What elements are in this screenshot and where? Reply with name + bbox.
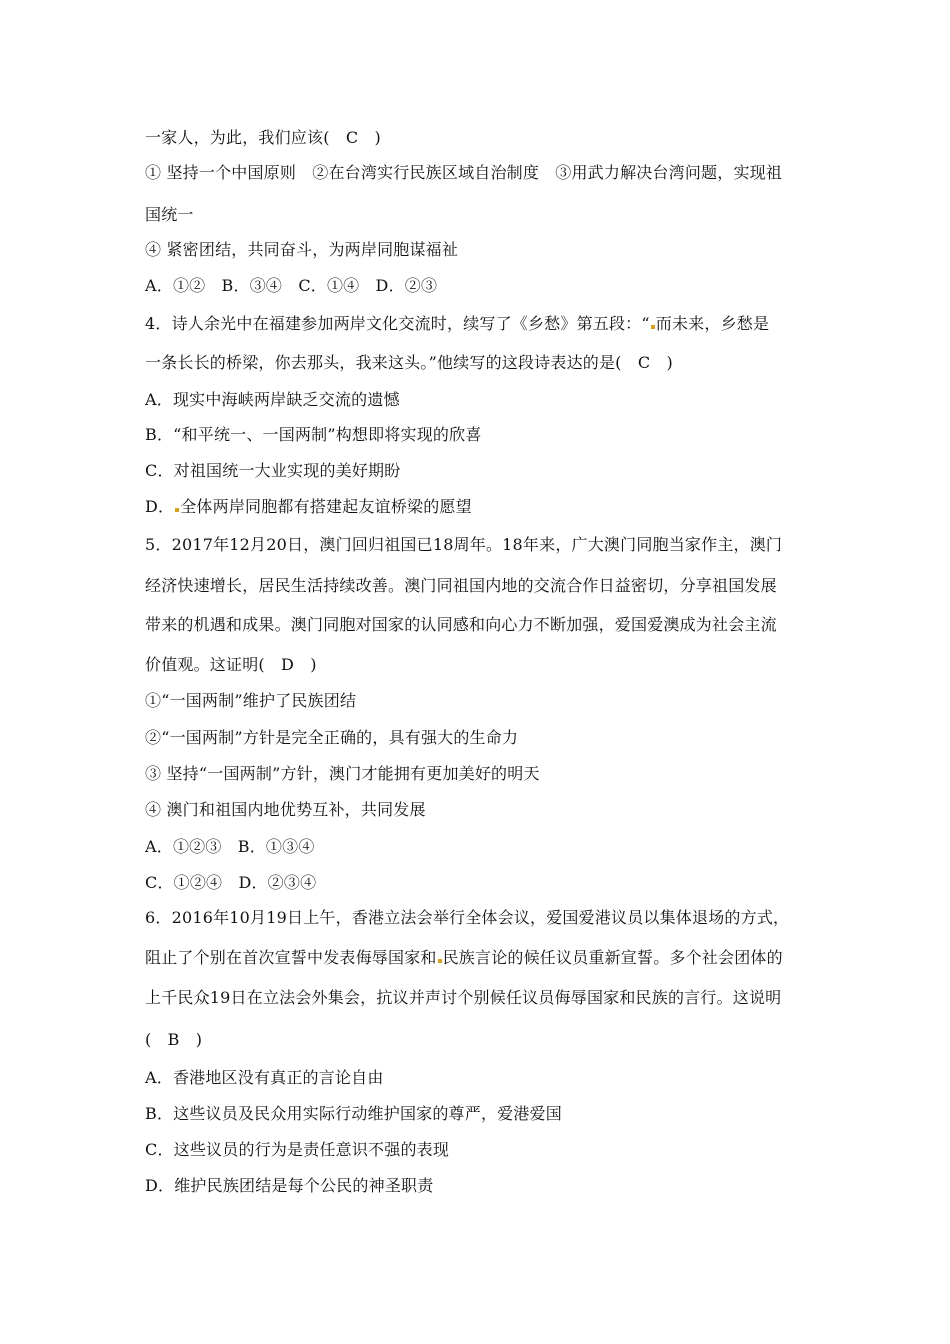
option-d (145, 497, 472, 517)
answer-options: C．①②④ D．②③④ (145, 873, 317, 892)
question-4-line (145, 314, 769, 334)
highlight-mark (651, 325, 655, 329)
text-line: ④ 紧密团结，共同奋斗，为两岸同胞谋福祉 (145, 240, 459, 259)
text-line: 上千民众19日在立法会外集会，抗议并声讨个别候任议员侮辱国家和民族的言行。这说明 (145, 988, 782, 1007)
option-a: A．香港地区没有真正的言论自由 (145, 1068, 384, 1087)
text-segment: D． (145, 497, 175, 516)
answer-options: A．①②③ B．①③④ (145, 837, 315, 856)
option-b: B．这些议员及民众用实际行动维护国家的尊严，爱港爱国 (145, 1104, 562, 1123)
text-line (145, 948, 783, 968)
text-segment: 阻止了个别在首次宣誓中发表侮辱国家和 (145, 948, 437, 967)
text-line: 一条长长的桥梁，你去那头，我来这头。”他续写的这段诗表达的是( C ) (145, 353, 673, 372)
text-line: ①“一国两制”维护了民族团结 (145, 691, 357, 710)
text-segment: 全体两岸同胞都有搭建起友谊桥梁的愿望 (180, 497, 472, 516)
text-segment: 民族言论的候任议员重新宣誓。多个社会团体的 (442, 948, 783, 967)
highlight-mark (175, 508, 179, 512)
question-6-line: 6．2016年10月19日上午，香港立法会举行全体会议，爱国爱港议员以集体退场的方式， (145, 908, 790, 927)
option-d: D．维护民族团结是每个公民的神圣职责 (145, 1176, 434, 1195)
text-line: 经济快速增长，居民生活持续改善。澳门同祖国内地的交流合作日益密切，分享祖国发展 (145, 576, 777, 595)
text-line: 一家人，为此，我们应该( C ) (145, 128, 381, 147)
option-a: A．现实中海峡两岸缺乏交流的遗憾 (145, 390, 400, 409)
text-segment: 而未来，乡愁是 (655, 314, 770, 333)
text-line: ④ 澳门和祖国内地优势互补，共同发展 (145, 800, 426, 819)
text-line: 国统一 (145, 205, 194, 224)
highlight-mark (438, 959, 442, 963)
question-5-line: 5．2017年12月20日，澳门回归祖国已18周年。18年来，广大澳门同胞当家作主，澳门 (145, 535, 783, 554)
answer-options: A．①② B．③④ C．①④ D．②③ (145, 276, 438, 295)
text-line: ① 坚持一个中国原则 ②在台湾实行民族区域自治制度 ③用武力解决台湾问题，实现祖 (145, 163, 783, 182)
option-b: B．“和平统一、一国两制”构想即将实现的欣喜 (145, 425, 482, 444)
text-line: ②“一国两制”方针是完全正确的，具有强大的生命力 (145, 728, 519, 747)
text-line: 价值观。这证明( D ) (145, 655, 317, 674)
option-c: C．对祖国统一大业实现的美好期盼 (145, 461, 401, 480)
option-c: C．这些议员的行为是责任意识不强的表现 (145, 1140, 450, 1159)
text-line: ( B ) (145, 1030, 203, 1049)
text-segment: 4．诗人余光中在福建参加两岸文化交流时，续写了《乡愁》第五段：“ (145, 314, 650, 333)
text-line: ③ 坚持“一国两制”方针，澳门才能拥有更加美好的明天 (145, 764, 540, 783)
text-line: 带来的机遇和成果。澳门同胞对国家的认同感和向心力不断加强，爱国爱澳成为社会主流 (145, 615, 777, 634)
